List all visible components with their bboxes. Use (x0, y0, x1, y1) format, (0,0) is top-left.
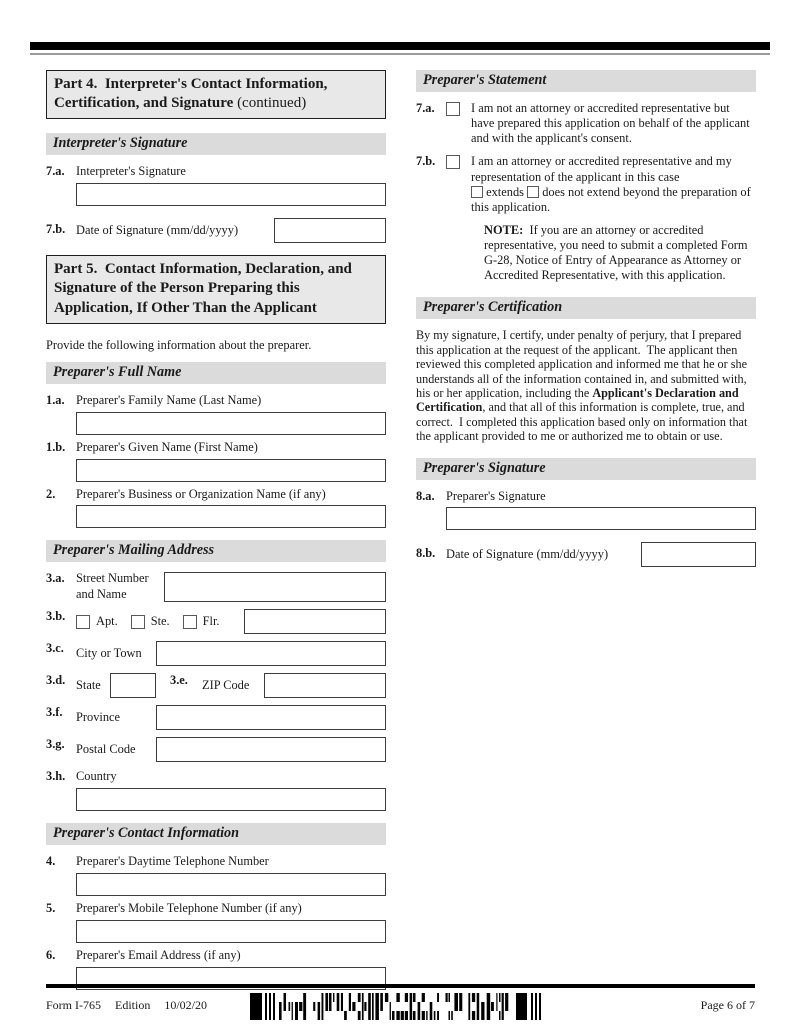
field-1b-given-name (46, 440, 386, 482)
statement-7a-checkbox[interactable] (446, 102, 460, 116)
field-label: Preparer's Family Name (Last Name) (76, 392, 262, 407)
mobile-phone-input[interactable] (76, 920, 386, 943)
field-label: Date of Signature (mm/dd/yyyy) (446, 547, 609, 562)
extends-label: extends (486, 184, 524, 199)
field-label: Preparer's Signature (446, 488, 546, 503)
field-label: Street Number and Name (76, 571, 149, 601)
zip-input[interactable] (264, 673, 386, 698)
does-not-extend-label: does not extend beyond the preparation of this application. (471, 184, 751, 214)
interpreter-date-input[interactable] (274, 218, 386, 243)
item-number: 5. (46, 901, 56, 916)
section-preparers-statement: Preparer's Statement (416, 70, 756, 92)
certification-part1: By my signature, I certify, under penalty of perjury, that I prepared this application at the request of the applicant. The applicant then reviewed this completed application and informed me that he or she understands all of the information contained in, and submitted with, his or her application, including the (416, 328, 747, 400)
item-number: 7.b. (46, 222, 66, 237)
barcode-2d (250, 993, 552, 1020)
state-label: State (76, 678, 101, 693)
footer-form-info (46, 998, 207, 1013)
state-input[interactable] (110, 673, 156, 698)
field-3b-unit-type (46, 609, 386, 634)
field-7b-date-of-signature (46, 218, 386, 243)
field-3d-3e-state-zip (46, 673, 386, 698)
item-number: 7.a. (46, 164, 65, 179)
business-name-input[interactable] (76, 505, 386, 528)
part4-continued: (continued) (233, 95, 307, 112)
certification-part2: , and that all of this information is complete, true, and correct. I completed this application based only on information that the applicant provided to me or authorized me to obtain or use. (416, 400, 748, 444)
section-preparers-mailing-address: Preparer's Mailing Address (46, 540, 386, 562)
section-preparers-certification: Preparer's Certification (416, 297, 756, 319)
item-number: 3.c. (46, 641, 64, 656)
right-column (416, 70, 756, 995)
item-number: 8.a. (416, 488, 435, 503)
left-column (46, 70, 386, 995)
item-number: 7.a. (416, 101, 435, 115)
field-label: City or Town (76, 646, 142, 661)
item-number: 3.a. (46, 571, 65, 586)
field-label: Interpreter's Signature (76, 164, 186, 179)
flr-checkbox[interactable] (183, 615, 197, 629)
unit-number-input[interactable] (244, 609, 386, 634)
edition-date: 10/02/20 (164, 998, 208, 1012)
item-number: 3.d. (46, 673, 66, 688)
ste-label: Ste. (150, 614, 170, 629)
field-3c-city (46, 641, 386, 666)
note-text: If you are an attorney or accredited representative, you need to submit a completed Form G-28, Notice of Entry of Appearance as Attorney or Accredited Representative, with this application. (484, 222, 748, 283)
certification-paragraph (416, 328, 756, 443)
item-number: 6. (46, 948, 56, 963)
given-name-input[interactable] (76, 459, 386, 482)
field-3a-street (46, 571, 386, 602)
field-7a-interpreter-signature (46, 164, 386, 206)
does-not-extend-checkbox[interactable] (527, 186, 539, 198)
statement-note (484, 223, 756, 284)
field-label: Preparer's Email Address (if any) (76, 948, 241, 963)
certification-bold: Applicant's Declaration and Certification (416, 385, 739, 415)
statement-7b (416, 154, 756, 215)
family-name-input[interactable] (76, 412, 386, 435)
part5-title: Part 5. Contact Information, Declaration, and Signature of the Person Preparing this Application, If Other Than the Applicant (54, 261, 352, 316)
item-number: 3.e. (170, 673, 188, 688)
item-number: 8.b. (416, 546, 436, 561)
statement-7b-checkbox[interactable] (446, 155, 460, 169)
flr-label: Flr. (202, 614, 220, 629)
apt-label: Apt. (96, 614, 118, 629)
extends-checkbox[interactable] (471, 186, 483, 198)
top-rule (30, 42, 770, 50)
page-number: Page 6 of 7 (700, 998, 755, 1012)
field-label: Preparer's Given Name (First Name) (76, 439, 258, 454)
part4-title: Part 4. Interpreter's Contact Information, Certification, and Signature (54, 76, 328, 112)
note-label: NOTE: (484, 222, 524, 237)
item-number: 3.g. (46, 737, 65, 752)
field-8a-preparer-signature (416, 489, 756, 531)
interpreter-signature-input[interactable] (76, 183, 386, 206)
item-number: 3.b. (46, 609, 66, 624)
item-number: 4. (46, 854, 56, 869)
field-label: Province (76, 710, 121, 725)
field-8b-date-of-signature (416, 542, 756, 567)
province-input[interactable] (156, 705, 386, 730)
street-input[interactable] (164, 572, 386, 602)
section-preparers-full-name: Preparer's Full Name (46, 362, 386, 384)
field-3f-province (46, 705, 386, 730)
field-2-business-name (46, 487, 386, 529)
part5-header (46, 255, 386, 324)
postal-code-input[interactable] (156, 737, 386, 762)
statement-7a (416, 101, 756, 146)
section-interpreters-signature: Interpreter's Signature (46, 133, 386, 155)
form-number: Form I-765 (46, 998, 101, 1012)
field-3g-postal-code (46, 737, 386, 762)
field-5-mobile-phone (46, 901, 386, 943)
footer-rule (46, 984, 755, 988)
daytime-phone-input[interactable] (76, 873, 386, 896)
field-label: Preparer's Business or Organization Name (if any) (76, 486, 326, 501)
field-3h-country (46, 769, 386, 811)
edition-label: Edition (115, 998, 151, 1012)
preparer-intro-text: Provide the following information about the preparer. (46, 337, 312, 352)
item-number: 7.b. (416, 154, 436, 169)
section-preparers-signature: Preparer's Signature (416, 458, 756, 480)
item-number: 1.b. (46, 439, 66, 454)
zip-label: ZIP Code (202, 678, 250, 693)
country-input[interactable] (76, 788, 386, 811)
statement-7b-lead: I am an attorney or accredited representative and my representation of the applicant in this case (471, 154, 732, 184)
statement-7b-text (471, 154, 756, 215)
field-label: Preparer's Mobile Telephone Number (if any) (76, 901, 302, 916)
part4-header (46, 70, 386, 119)
city-input[interactable] (156, 641, 386, 666)
field-label: Country (76, 769, 117, 784)
apt-checkbox[interactable] (76, 615, 90, 629)
section-preparers-contact-information: Preparer's Contact Information (46, 823, 386, 845)
field-4-daytime-phone (46, 854, 386, 896)
field-1a-family-name (46, 393, 386, 435)
field-label: Preparer's Daytime Telephone Number (76, 854, 269, 869)
preparer-date-input[interactable] (641, 542, 756, 567)
ste-checkbox[interactable] (131, 615, 145, 629)
item-number: 1.a. (46, 392, 65, 407)
item-number: 3.h. (46, 769, 66, 784)
preparer-signature-input[interactable] (446, 507, 756, 530)
field-label: Postal Code (76, 742, 136, 757)
item-number: 2. (46, 486, 56, 501)
field-label: Date of Signature (mm/dd/yyyy) (76, 223, 239, 238)
item-number: 3.f. (46, 705, 63, 720)
top-rule-shadow (30, 53, 770, 55)
statement-7a-text: I am not an attorney or accredited representative but have prepared this application on behalf of the applicant and with the applicant's consent. (471, 101, 750, 146)
